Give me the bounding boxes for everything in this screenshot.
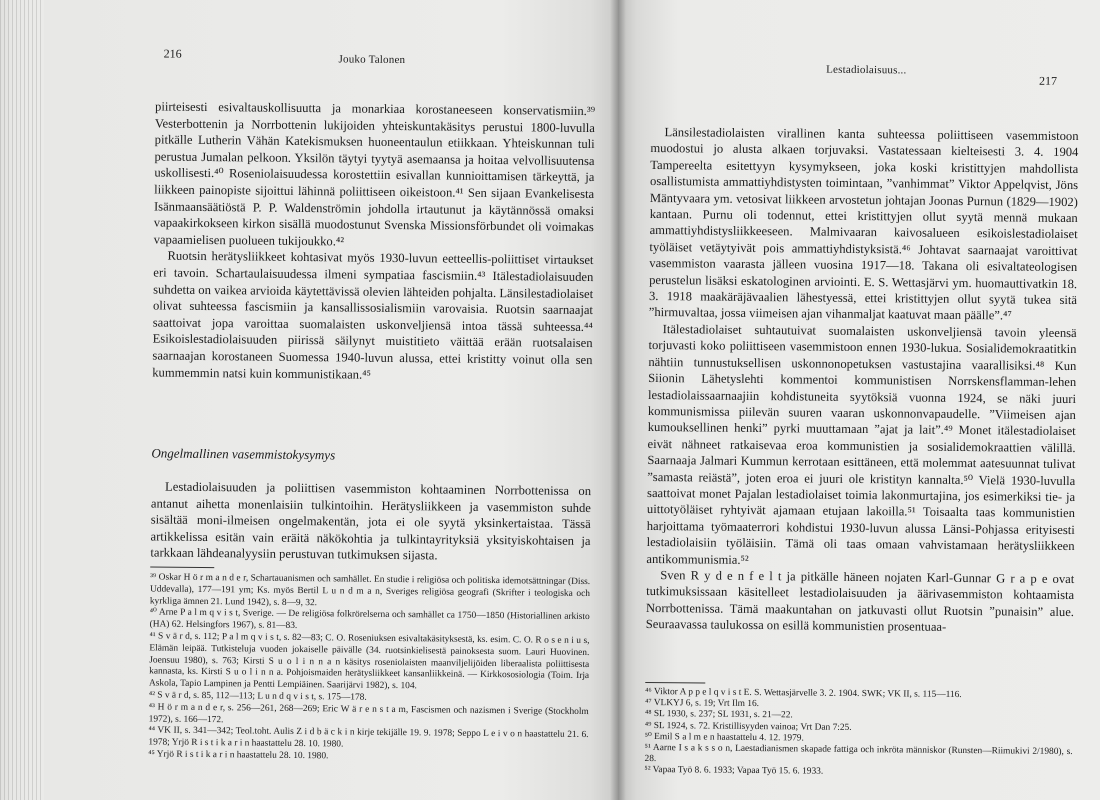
footnote-rule-right [645, 682, 705, 684]
right-page [618, 0, 1100, 800]
footnote-47: ⁴⁷ VLKYJ 6, s. 19; Vrt Ilm 16. [645, 698, 760, 710]
footnote-rule-left [150, 566, 214, 568]
left-footnotes [148, 572, 590, 765]
footnote-45: ⁴⁵ Yrjö R i s t i k a r i n haastattelu 28. 10. 1980. [148, 749, 329, 762]
right-footnotes [644, 687, 1073, 781]
footnote-46: ⁴⁶ Viktor A p p e l q v i s t E. S. Wettasjärvelle 3. 2. 1904. SWK; VK II, s. 115—116. [645, 686, 962, 701]
section-heading: Ongelmallinen vasemmistokysymys [151, 445, 336, 463]
footnote-51: ⁵¹ Aarne I s a k s s o n, Laestadianismen skapade fattiga och inkröta människor (Runsten—Riimukivi 2/1980), s. 28. [644, 742, 1073, 765]
right-body [646, 124, 1079, 637]
footnote-40: ⁴⁰ Arne P a l m q v i s t, Sverige. — De religiösa folkrörelserna och samhället ca 1750—1850 (Historiallinen arkisto (HA) 62. Helsingfors 1967), s. 81—83. [149, 607, 590, 632]
left-body-2 [150, 478, 591, 566]
left-paragraph-3: Lestadiolaisuuden ja poliittisen vasemmiston kohtaaminen Norrbottenissa on antanut aihetta monenlaisiin tulkintoihin. Herätysliikkeen ja vasemmiston suhde sisältää moni-ilmeisen ongelmakentän, jota ei ole syytä yksinkertaistaa. Tässä artikkelissa esitän vain eräitä näkökohtia ja tulkintayrityksiä yksityiskohtaisen ja tarkkaan lähdeanalyysiin perustuvan tutkimuksen sijasta. [150, 479, 592, 563]
left-paragraph-1: piirteisesti esivaltauskollisuutta ja monarkiaa korostaneeseen konservatismiin.³⁹ Vesterbottenin ja Norrbottenin lukijoiden yhteiskuntakäsitys perustui 1800-luvulla pitkälle Lutherin Vähän Katekismuksen huoneentaulun etiikkaan. Yhteiskunnan tuli perustua Jumalan pelkoon. Yksilön täytyi tyytyä asemaansa ja hoitaa velvollisuutensa uskollisesti.⁴⁰ Roseniolaisuudessa korostettiin esivallan kunnioittamisen tärkeyttä, ja liikkeen painopiste sijoittui lähinnä poliittiseen oikeistoon.⁴¹ Sen sijaan Evankelisesta Isänmaansäätiöstä P. P. Waldenströmin johdolla irtautunut ja käytännössä omaksi vapaakirkokseen kirkon sisällä muodostunut Svenska Missionsförbundet oli voimakas vapaamielisen puolueen tukijoukko.⁴² [153, 99, 596, 249]
footnote-49: ⁴⁹ SL 1924, s. 72. Kristillisyyden vainoa; Vrt Dan 7:25. [644, 720, 852, 733]
footnote-39: ³⁹ Oskar H ö r m a n d e r, Schartauanismen och samhället. En studie i religiösa och politiska idemotsättningar (Diss. Uddevalla), 177—191 ym; Ks. myös Bertil L u n d m a n, Sveriges religiösa geografi (Skrifter i teologiska och kyrkliga ämnen 21. Lund 1942), s. 8—9, 32. [149, 572, 591, 608]
running-head-right: Lestadiolaisuus... [826, 63, 907, 77]
footnote-48: ⁴⁸ SL 1930, s. 237; SL 1931, s. 21—22. [644, 709, 793, 721]
footnote-50: ⁵⁰ Emil S a l m e n haastattelu 4. 12. 1979. [644, 731, 804, 744]
page-number-left: 216 [163, 46, 182, 61]
left-body [152, 98, 595, 385]
right-paragraph-2: Itälestadiolaiset suhtautuivat suomalaisten uskonveljiensä tavoin yleensä torjuvasti koko poliittiseen vasemmistoon ennen 1930-lukua. Sosialidemokraatitkin nähtiin tunnustuksellisen uskonnonopetuksen vastustajina vaarallisiksi.⁴⁸ Kun Siionin Lähetyslehti kommentoi kommunistisen Norrskensflamman-lehen lestadiolaissaarnaajiin kohdistuneita syytöksiä vuonna 1924, se näki juuri kommunismissa piilevän suuren vaaran uskonnonvapaudelle. ”Viimeisen ajan kumouksellinen henki” pyrki muuttamaan ”ajat ja lait”.⁴⁹ Monet itälestadiolaiset eivät nähneet ratkaisevaa eroa kommunistien ja sosialidemokraattien välillä. Saarnaaja Jalmari Kummun kerrotaan esittäneen, että molemmat aatesuunnat tulivat ”samasta reiästä”, joten eroa ei juuri ole kristityn kannalta.⁵⁰ Vielä 1930-luvulla saattoivat monet Pajalan lestadiolaiset toimia lakonmurtajina, jos esimerkiksi tie- ja uittotyöläiset ryhtyivät ajamaan etujaan lakoilla.⁵¹ Toisaalta taas kommunistien harjoittama työmaaterrori kohdistui 1930-luvun alussa Länsi-Pohjassa erityisesti lestadiolaisiin työläisiin. Tämä oli taas omaan vahvistamaan herätysliikkeen antikommunismia.⁵² [646, 321, 1077, 567]
footnote-52: ⁵² Vapaa Työ 8. 6. 1933; Vapaa Työ 15. 6. 1933. [644, 765, 824, 778]
book-gutter [610, 0, 626, 800]
running-head-left: Jouko Talonen [338, 53, 406, 67]
right-paragraph-3: Sven R y d e n f e l t ja pitkälle häneen nojaten Karl-Gunnar G r a p e ovat tutkimuksissaan käsitelleet lestadiolaisuuden ja äärivasemmiston kohtaamista Norrbottenissa. Tämä maakuntahan on jatkuvasti ollut Ruotsin ”punaisin” alue. Seuraavassa taulukossa on esillä kommunistien prosentuaa- [645, 568, 1075, 635]
page-number-right: 217 [1039, 73, 1058, 88]
footnote-44: ⁴⁴ VK II, s. 341—342; Teol.toht. Aulis Z i d b ä c k i n kirje tekijälle 19. 9. 1978; Seppo L e i v o n haastattelu 21. 6. 1978; Yrjö R i s t i k a r i n haastattelu 28. 10. 1980. [148, 725, 589, 750]
footnote-41: ⁴¹ S v ä r d, s. 112; P a l m q v i s t, s. 82—83; C. O. Roseniuksen esivaltakäsityksestä, ks. esim. C. O. R o s e n i u s, Elämän leipää. Tutkisteluja vuoden jokaiselle päivälle (34. ruotsinkielisestä painoksesta suom. Lauri Huovinen. Joensuu 1980), s. 763; Kirsti S u o l i n n a n käsitys roseniolaisten maanviljelijöiden liberaalista poliittisesta kannasta, ks. Kirsti S u o l i n n a. Pohjoismaiden herätysliikkeet kansanliikkeinä. — Kirkkososiologia (Toim. Irja Askola, Tapio Lampinen ja Pentti Lempiäinen. Saarijärvi 1982), s. 104. [148, 631, 590, 692]
footnote-43: ⁴³ H ö r m a n d e r, s. 256—261, 268—269; Eric W ä r e n s t a m, Fascismen och nazismen i Sverige (Stockholm 1972), s. 166—172. [148, 702, 589, 725]
left-paragraph-2: Ruotsin herätysliikkeet kohtasivat myös 1930-luvun eetteellis-poliittiset virtaukset eri tavoin. Schartaulaisuudessa ilmeni sympatiaa fascismiin.⁴³ Itälestadiolaisuuden suhdetta on vaikea arvioida käytettävissä olevien lähteiden pohjalta. Länsilestadiolaiset olivat suhteessa fascismiin ja kansallissosialismiin varovaisia. Ruotsin saarnaajat saattoivat jopa varoittaa suomalaisten uskonveljiensä intoa tässä suhteessa.⁴⁴ Esikoislestadiolaisuuden piirissä säilynyt muistitieto väittää erään ruotsalaisen saarnaajan korostaneen Suomessa 1940-luvun alussa, ettei kristitty voinut olla sen kummemmin natsi kuin kommunistikaan.⁴⁵ [152, 248, 594, 382]
right-paragraph-1: Länsilestadiolaisten virallinen kanta suhteessa poliittiseen vasemmistoon muodostui jo alusta alkaen torjuvaksi. Vastatessaan kielteisesti 3. 4. 1904 Tampereelta esitettyyn kysymykseen, joka koski kristittyjen mahdollista osallistumista ammattiyhdistysten toimintaan, ”vanhimmat” Viktor Appelqvist, Jöns Mäntyvaara ym. vetosivat liikkeen arvostetun johtajan Joonas Purnun (1829—1902) kantaan. Purnu oli todennut, ettei kristittyjen ollut syytä mennä mukaan ammattiyhdistysliikkeeseen. Malmivaaran kaivosalueen esikoislestadiolaiset työläiset vetäytyivät pois ammattiyhdistyksistä.⁴⁶ Johtavat saarnaajat varoittivat vasemmiston vaarasta jälleen vuosina 1917—18. Takana oli esivaltateologisen perustelun lisäksi eskatologinen arviointi. E. S. Wettasjärvi ym. huomauttivatkin 18. 3. 1918 maakäräjävaalien lähestyessä, ettei kristittyjen ollut syytä tukea sitä ”hirmuvaltaa, jossa viimeisen ajan vihanmaljat kaatuvat maan päälle”.⁴⁷ [648, 125, 1079, 323]
footnote-42: ⁴² S v ä r d, s. 85, 112—113; L u n d q v i s t, s. 175—178. [148, 690, 367, 703]
